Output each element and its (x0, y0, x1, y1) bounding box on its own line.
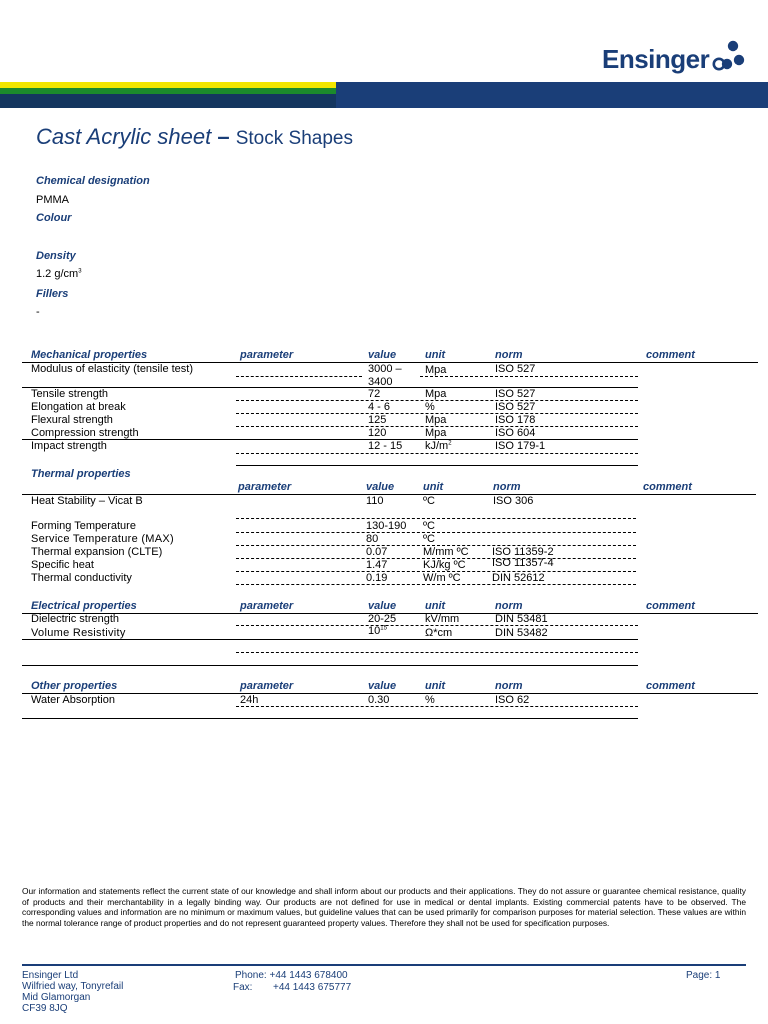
thermal-header-comment: comment (643, 481, 692, 493)
elec-header-norm: norm (495, 600, 523, 612)
thermal-row-unit: ºC (423, 495, 435, 507)
other-header-comment: comment (646, 680, 695, 692)
thermal-header-parameter: parameter (238, 481, 292, 493)
mech-row-norm: ISO 178 (495, 414, 536, 426)
elec-row-rule (236, 625, 638, 626)
footer-address-line: Wilfried way, Tonyrefail (22, 981, 124, 992)
footer-fax-label: Fax: (233, 982, 253, 993)
other-row-value: 0.30 (368, 694, 390, 706)
mech-row-rule (420, 376, 638, 377)
thermal-row-name: Specific heat (31, 559, 94, 571)
footer-phone (235, 970, 348, 981)
thermal-row-name: Thermal conductivity (31, 572, 132, 584)
brand-logo-icon (709, 38, 749, 72)
mech-row-name: Tensile strength (31, 388, 109, 400)
thermal-row-norm: ISO 11357-4 (492, 557, 554, 569)
mech-row-name: Compression strength (31, 427, 139, 439)
mech-row-unit: Mpa (425, 364, 447, 376)
mech-row-value: 12 - 15 (368, 440, 403, 452)
mech-row-rule (236, 453, 638, 454)
mech-row-value: 3000 – (368, 363, 402, 375)
mech-row-unit-text: kJ/m (425, 440, 449, 452)
mech-row-name: Modulus of elasticity (tensile test) (31, 363, 194, 375)
title-sub: Stock Shapes (235, 128, 353, 149)
mech-header-comment: comment (646, 349, 695, 361)
other-row-parameter: 24h (240, 694, 259, 706)
footer-company: Ensinger Ltd (22, 970, 79, 981)
brand-logo-text: Ensinger (602, 44, 710, 74)
thermal-row-unit: ºC (423, 533, 435, 545)
density-value (36, 268, 82, 280)
other-row-name: Water Absorption (31, 694, 115, 706)
thermal-row-name: Forming Temperature (31, 520, 136, 532)
thermal-header-norm: norm (493, 481, 521, 493)
thermal-header-title: Thermal properties (31, 468, 131, 480)
thermal-row-norm: ISO 306 (493, 495, 534, 507)
mech-row-unit: Mpa (425, 388, 447, 400)
mech-row-value: 72 (368, 388, 381, 400)
other-row-norm: ISO 62 (495, 694, 530, 706)
thermal-header-unit: unit (423, 481, 444, 493)
elec-row-name: Volume Resistivity (31, 627, 126, 639)
mech-row-unit-sup: 2 (448, 440, 452, 447)
other-header-value: value (368, 680, 397, 692)
other-row-rule (236, 706, 638, 707)
other-header-unit: unit (425, 680, 446, 692)
mech-row-name: Flexural strength (31, 414, 113, 426)
page-title (36, 124, 353, 150)
mech-row-value: 125 (368, 414, 387, 426)
chem-designation-value: PMMA (36, 194, 69, 206)
fillers-label: Fillers (36, 288, 69, 300)
elec-header-unit: unit (425, 600, 446, 612)
density-number: 1.2 g/cm (36, 268, 79, 280)
elec-row-rule (236, 652, 638, 653)
thermal-row-unit: M/mm ºC (423, 546, 469, 558)
elec-row-rule (22, 665, 638, 666)
thermal-row-norm: ISO 11359-2 (492, 546, 554, 558)
thermal-row-name: Service Temperature (MAX) (31, 533, 175, 545)
mech-row-value: 4 - 6 (368, 401, 391, 413)
mech-row-rule (236, 400, 638, 401)
footer-address-line: CF39 8JQ (22, 1003, 68, 1014)
density-label: Density (36, 250, 76, 262)
footer-address (22, 970, 123, 1014)
chem-designation-label: Chemical designation (36, 175, 150, 187)
thermal-row-name: Thermal expansion (CLTE) (31, 546, 163, 558)
footer-phone-number: +44 1443 678400 (269, 970, 348, 981)
footer-page-number: Page: 1 (686, 970, 721, 981)
mech-row-unit: Mpa (425, 414, 447, 426)
mech-row-rule (236, 465, 638, 466)
elec-row-value-exp: 15 (380, 625, 387, 632)
mech-row-rule (22, 387, 638, 388)
thermal-row-value: 0.07 (366, 546, 388, 558)
other-row-rule (22, 718, 638, 719)
mech-row-unit (425, 440, 452, 452)
thermal-row-value: 80 (366, 533, 379, 545)
other-row-unit: % (425, 694, 435, 706)
mech-row-unit: % (425, 401, 435, 413)
mech-row-norm: ISO 604 (495, 427, 536, 439)
elec-header-value: value (368, 600, 397, 612)
mech-header-value: value (368, 349, 397, 361)
mech-row-norm: ISO 527 (495, 363, 536, 375)
thermal-row-unit: ºC (423, 520, 435, 532)
elec-row-value-base: 10 (368, 625, 381, 637)
elec-header-title: Electrical properties (31, 600, 137, 612)
mech-row-norm: ISO 179-1 (495, 440, 546, 452)
footer-fax-number: +44 1443 675777 (273, 982, 352, 993)
thermal-row-unit: KJ/kg ºC (423, 559, 466, 571)
thermal-row-value: 130-190 (366, 520, 407, 532)
thermal-row-value: 1.47 (366, 559, 388, 571)
elec-row-name: Dielectric strength (31, 613, 120, 625)
mech-header-unit: unit (425, 349, 446, 361)
header-stripe-dark (0, 94, 336, 108)
other-header-parameter: parameter (240, 680, 294, 692)
mech-row-value-cont: 3400 (368, 376, 393, 388)
thermal-row-norm: DIN 52612 (492, 572, 545, 584)
elec-header-comment: comment (646, 600, 695, 612)
mech-row-rule (236, 376, 362, 377)
density-unit-sup: 3 (78, 268, 82, 275)
elec-row-norm: DIN 53481 (495, 613, 548, 625)
elec-row-rule (22, 639, 638, 640)
elec-row-value: 20-25 (368, 613, 397, 625)
thermal-row-unit: W/m ºC (423, 572, 461, 584)
mech-row-norm: ISO 527 (495, 401, 536, 413)
mech-row-name: Elongation at break (31, 401, 126, 413)
thermal-row-rule (236, 518, 636, 519)
footer-rule (22, 964, 746, 966)
mech-row-value: 120 (368, 427, 387, 439)
header-band (336, 82, 768, 108)
title-dash: – (211, 124, 236, 149)
colour-label: Colour (36, 212, 72, 224)
mech-header-norm: norm (495, 349, 523, 361)
thermal-header-value: value (366, 481, 395, 493)
thermal-row-rule (236, 584, 636, 585)
thermal-row-rule (236, 532, 636, 533)
title-main: Cast Acrylic sheet (36, 124, 212, 149)
mech-row-name: Impact strength (31, 440, 107, 452)
footer-address-line: Mid Glamorgan (22, 992, 91, 1003)
disclaimer-text: Our information and statements reflect the current state of our knowledge and shall inform about our products and their applications. They do not assure or guarantee chemical resistance, quality of products and their merchantability in a legally binding way. Our products are not defined for use in medical or dental implants. Existing commercial patents have to be observed. The corresponding values and information are no minimum or maximum values, but guideline values that can be used primarily for comparison purposes for material selection. These values are within the normal tolerance range of product properties and do not represent guaranteed property values. Therefore they shall not be used for specification purposes. (22, 886, 746, 928)
fillers-value: - (36, 306, 40, 318)
mech-row-unit: Mpa (425, 427, 447, 439)
mech-row-rule (22, 439, 638, 440)
thermal-row-value: 110 (366, 495, 384, 507)
thermal-row-name: Heat Stability – Vicat B (31, 495, 143, 507)
other-header-norm: norm (495, 680, 523, 692)
elec-row-value (368, 625, 387, 637)
elec-row-norm: DIN 53482 (495, 627, 548, 639)
elec-header-parameter: parameter (240, 600, 294, 612)
mech-header-title: Mechanical properties (31, 349, 148, 361)
elec-row-unit: Ω*cm (425, 627, 453, 639)
thermal-row-value: 0.19 (366, 572, 388, 584)
footer-phone-label: Phone: (235, 970, 267, 981)
mech-header-parameter: parameter (240, 349, 294, 361)
other-header-title: Other properties (31, 680, 118, 692)
mech-row-norm: ISO 527 (495, 388, 536, 400)
elec-row-unit: kV/mm (425, 613, 460, 625)
other-header-rule (22, 693, 758, 694)
